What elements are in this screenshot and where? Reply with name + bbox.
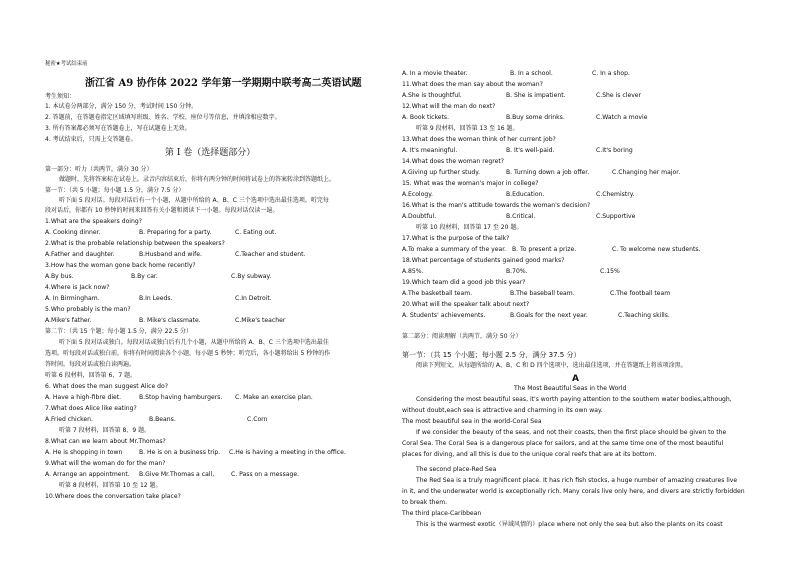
part-heading: 第二部分：阅读理解（共两节，满分 50 分） xyxy=(402,333,522,340)
part-heading: 第一部分：听力（共两节，满分 30 分） xyxy=(45,166,153,173)
passage-line: in it, and the underwater world is exceptionally rich. Many corals live only here, and divers are strictly forbidden xyxy=(402,488,745,495)
option: C.Watch a movie xyxy=(596,114,648,121)
instruction-line: 听下面 5 段对话。每段对话后有一个小题，从题中所给的 A、B、C 三个选项中选出最佳选项。听完每 xyxy=(59,197,329,204)
option: C.15% xyxy=(600,268,620,275)
option: B.Give Mr.Thomas a call, xyxy=(139,471,215,478)
option: A.Ecology. xyxy=(402,191,433,198)
passage-subheading: The most beautiful sea in the world-Coral Sea xyxy=(402,418,542,425)
passage-line: If we consider the beauty of the seas, and not their coasts, then the first place should be given to the xyxy=(416,429,727,436)
passage-line: This is the warmest exotic（异域风情的）place where not only the sea but also the plants on its coast xyxy=(416,521,723,528)
material-note: 听第 7 段材料，回答第 8、9 题。 xyxy=(59,427,151,434)
passage-subheading: The second place-Red Sea xyxy=(416,466,497,473)
instruction-line: 答时间。每段对话或独白读两遍。 xyxy=(45,361,136,368)
option: A.Father and daughter. xyxy=(45,251,115,258)
option: B.In Leeds. xyxy=(139,295,173,302)
option: A.85%. xyxy=(402,268,424,275)
question-stem: 14.What does the woman regret? xyxy=(402,158,504,165)
secret-label: 秘密★考试结束前 xyxy=(45,61,88,67)
question-stem: 19.Which team did a good job this year? xyxy=(402,279,526,286)
question-stem: 20.What will the speaker talk about next? xyxy=(402,301,530,308)
option: A. He is shopping in town xyxy=(45,449,123,456)
option: A. In Birmingham. xyxy=(45,295,100,302)
option: B. She is impatient. xyxy=(506,92,566,99)
question-stem: 16.What is the man's attitude towards the woman's decision? xyxy=(402,202,591,209)
option: A. Arrange an appointment. xyxy=(45,471,130,478)
question-stem: 8.What can we learn about Mr.Thomas? xyxy=(45,438,166,445)
instruction-line: 阅读下列短文，从每题所给的 A、B、C 和 D 四个选项中，选出最佳选项，并在答题纸上将该项涂黑。 xyxy=(416,362,687,369)
option: B.The baseball team. xyxy=(510,290,575,297)
question-stem: 9.What will the woman do for the man? xyxy=(45,460,166,467)
notice-line: 2. 答题前，在答题卷指定区域填写班级、姓名、学校、座位号等信息，并填涂相应数字。 xyxy=(45,114,281,121)
question-stem: 11.What does the man say about the woman? xyxy=(402,81,543,88)
option: A.The basketball team. xyxy=(402,290,473,297)
question-stem: 1.What are the speakers doing? xyxy=(45,218,142,225)
option: C. Pass on a message. xyxy=(231,471,300,478)
notice-title: 考生须知： xyxy=(45,93,76,100)
option: C.Teaching skills. xyxy=(618,312,670,319)
option: C.She is clever xyxy=(596,92,642,99)
option: B.Stop having hamburgers. xyxy=(139,394,223,401)
notice-line: 4. 考试结束后，只需上交答题卷。 xyxy=(45,136,137,143)
question-stem: 6. What does the man suggest Alice do? xyxy=(45,383,169,390)
option: B. Turning down a job offer. xyxy=(506,169,590,176)
question-stem: 4.Where is Jack now? xyxy=(45,284,110,291)
question-stem: 5.Who probably is the man? xyxy=(45,306,131,313)
option: A. Students' achievements. xyxy=(402,312,486,319)
notice-line: 3. 所有答案都必须写在答题卷上，写在试题卷上无效。 xyxy=(45,125,191,132)
option: C. Eating out. xyxy=(235,229,277,236)
section-heading: 第二节：（共 15 个题；每小题 1.5 分，满分 22.5 分） xyxy=(45,328,192,335)
notice-line: 1. 本试卷分两部分，满分 150 分，考试时间 150 分钟。 xyxy=(45,103,198,110)
material-note: 听第 6 段材料，回答第 6、7 题。 xyxy=(45,372,137,379)
option: B.Buy some drinks. xyxy=(506,114,565,121)
option: A. It's meaningful. xyxy=(402,147,458,154)
option: C.By subway. xyxy=(231,273,272,280)
option: C. To welcome new students. xyxy=(612,246,701,253)
option: C.It's boring xyxy=(596,147,633,154)
option: B. To present a prize. xyxy=(512,246,577,253)
passage-line: The Red Sea is a truly magnificent place. It has rich fish stocks, a huge number of amazing creatures live xyxy=(416,477,738,484)
option: A.Fried chicken. xyxy=(45,416,93,423)
option: A. In a movie theater. xyxy=(402,70,468,77)
option: C.In Detroit. xyxy=(235,295,272,302)
option: C.Teacher and student. xyxy=(235,251,306,258)
instruction-line: 听下面 5 段对话或独白。每段对话或独白后有几个小题，从题中所给的 A、B、C 三个选项中选出最佳 xyxy=(59,339,329,346)
option: A.Giving up further study. xyxy=(402,169,480,176)
option: B.70%. xyxy=(506,268,528,275)
option: B. Mike's classmate. xyxy=(139,317,201,324)
passage-subheading: The third place-Caribbean xyxy=(402,510,482,517)
material-note: 听第 9 段材料，回答第 13 至 16 题。 xyxy=(416,125,519,132)
option: C. In a shop. xyxy=(592,70,630,77)
option: B. Preparing for a party. xyxy=(139,229,212,236)
option: B.Critical. xyxy=(506,213,536,220)
section-heading: 第一节：（共 5 小题；每小题 1.5 分，满分 7.5 分） xyxy=(45,187,185,194)
option: B.Education. xyxy=(506,191,545,198)
question-stem: 7.What does Alice like eating? xyxy=(45,405,137,412)
question-stem: 18.What percentage of students gained good marks? xyxy=(402,257,565,264)
question-stem: 15. What was the woman's major in college? xyxy=(402,180,539,187)
option: B.By car. xyxy=(131,273,158,280)
option: C. Make an exercise plan. xyxy=(235,394,313,401)
material-note: 听第 10 段材料，回答第 17 至 20 题。 xyxy=(416,224,523,231)
volume-heading: 第 Ⅰ 卷（选择题部分） xyxy=(165,148,256,158)
option: B.Husband and wife. xyxy=(139,251,202,258)
passage-line: to break them. xyxy=(402,499,448,506)
option: A.By bus. xyxy=(45,273,74,280)
exam-title: 浙江省 A9 协作体 2022 学年第一学期期中联考高二英语试题 xyxy=(85,78,362,89)
instruction-line: 选项。听每段对话或独白前，你将有时间阅读各个小题，每小题 5 秒钟；听完后，各小题将给出 5 秒钟的作 xyxy=(45,350,331,357)
passage-title: The Most Beautiful Seas in the World xyxy=(514,385,627,392)
option: A.Doubtful. xyxy=(402,213,437,220)
option: C.The football team xyxy=(610,290,671,297)
passage-letter: A xyxy=(572,374,579,384)
passage-line: places for diving, and all this is due to the unique coral reefs that are at its bottom. xyxy=(402,451,657,458)
question-stem: 10.Where does the conversation take place? xyxy=(45,493,181,500)
option: C.Mike's teacher xyxy=(235,317,286,324)
passage-line: Considering the most beautiful seas, it's worth paying attention to the southern water bodies,although, xyxy=(416,396,732,403)
option: A. Cooking dinner. xyxy=(45,229,101,236)
question-stem: 17.What is the purpose of the talk? xyxy=(402,235,510,242)
material-note: 听第 8 段材料，回答第 10 至 12 题。 xyxy=(59,482,162,489)
option: A. Have a high-fibre diet. xyxy=(45,394,122,401)
option: B. It's well-paid. xyxy=(506,147,555,154)
instruction-line: 做题时，先将答案标在试卷上。录音内容结束后，你将有两分钟的时间将试卷上的答案转涂到答题纸上。 xyxy=(59,176,336,183)
option: A.To make a summary of the year. xyxy=(402,246,507,253)
passage-line: without doubt,each sea is attractive and charming in its own way. xyxy=(402,407,603,414)
option: B.Goals for the next year. xyxy=(510,312,588,319)
instruction-line: 段对话后，你都有 10 秒钟的时间来回答有关小题和阅读下一小题。每段对话仅读一遍。 xyxy=(45,207,279,214)
option: C.Chemistry. xyxy=(596,191,635,198)
option: C.Changing her major. xyxy=(612,169,681,176)
question-stem: 13.What does the woman think of her current job? xyxy=(402,136,556,143)
passage-line: Coral Sea. The Coral Sea is a dangerous place for sailors, and at the same time one of the most beautiful xyxy=(402,440,724,447)
option: A.Mike's father. xyxy=(45,317,92,324)
option: C.He is having a meeting in the office. xyxy=(229,449,346,456)
option: C.Supportive xyxy=(596,213,636,220)
option: B. He is on a business trip. xyxy=(139,449,221,456)
option: A. Book tickets. xyxy=(402,114,450,121)
option: C.Corn xyxy=(247,416,268,423)
question-stem: 3.How has the woman gone back home recently? xyxy=(45,262,196,269)
question-stem: 12.What will the man do next? xyxy=(402,103,496,110)
section-heading: 第一节：（共 15 个小题；每小题 2.5 分，满分 37.5 分） xyxy=(402,351,581,359)
option: A.She is thoughtful. xyxy=(402,92,462,99)
question-stem: 2.What is the probable relationship between the speakers? xyxy=(45,240,225,247)
option: B.Beans. xyxy=(149,416,176,423)
option: B. In a school. xyxy=(510,70,553,77)
